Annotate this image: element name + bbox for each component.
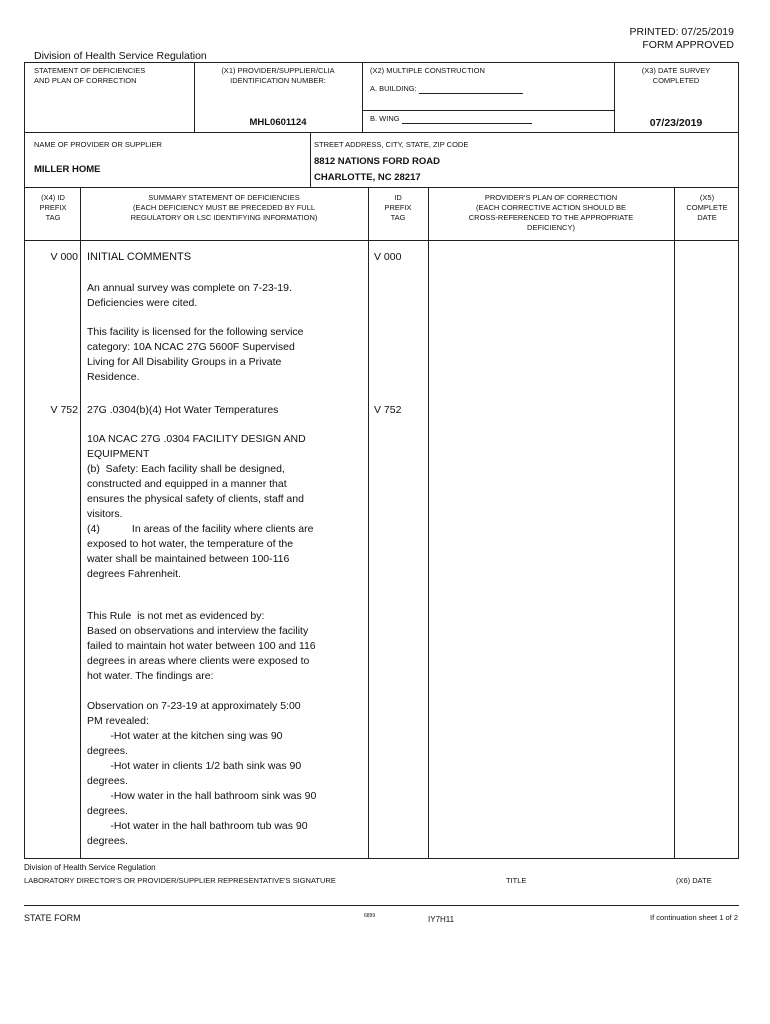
provider-id-number: MHL0601124: [249, 117, 307, 128]
provider-name: MILLER HOME: [34, 164, 101, 175]
paragraph-survey: An annual survey was complete on 7-23-19. Deficiencies were cited.: [87, 282, 292, 309]
survey-completed-date: 07/23/2019: [649, 117, 703, 129]
entry-heading: 27G .0304(b)(4) Hot Water Temperatures: [87, 404, 279, 416]
signature-label: LABORATORY DIRECTOR'S OR PROVIDER/SUPPLIER REPRESENTATIVE'S SIGNATURE: [24, 876, 336, 885]
id-column-header: ID PREFIX TAG: [384, 193, 412, 222]
paragraph-rule-text: 10A NCAC 27G .0304 FACILITY DESIGN AND EQUIPMENT (b) Safety: Each facility shall be designed, constructed and equipped in a manner that ensures the physical safety of clients, staff and visitors. (4) In areas of the facility where clients are exposed to hot water, the temperature of the water shall be maintained between 100-116 degrees Fahrenheit.: [87, 433, 314, 580]
wing-label: B. WING: [370, 114, 400, 123]
footer-division: Division of Health Service Regulation: [24, 863, 156, 872]
wing-field: [370, 114, 532, 124]
building-field: [370, 84, 523, 94]
building-label: A. BUILDING:: [370, 84, 417, 93]
x1-label: (X1) PROVIDER/SUPPLIER/CLIA IDENTIFICATION NUMBER:: [221, 66, 335, 85]
entry-id-tag: V 752: [374, 404, 402, 416]
statement-label: STATEMENT OF DEFICIENCIES AND PLAN OF CORRECTION: [34, 66, 146, 85]
summary-column-header: SUMMARY STATEMENT OF DEFICIENCIES (EACH DEFICIENCY MUST BE PRECEDED BY FULL REGULATORY OR LSC IDENTIFYING INFORMATION): [130, 193, 318, 222]
x5-column-header: (X5) COMPLETE DATE: [686, 193, 728, 222]
wing-blank: [402, 115, 532, 124]
address-line-2: CHARLOTTE, NC 28217: [314, 172, 421, 183]
plan-column-header: PROVIDER'S PLAN OF CORRECTION (EACH CORRECTIVE ACTION SHOULD BE CROSS-REFERENCED TO THE APPROPRIATE DEFICIENCY): [468, 193, 634, 232]
paragraph-license: This facility is licensed for the following service category: 10A NCAC 27G 5600F Supervised Living for All Disability Groups in a Private Residence.: [87, 326, 304, 383]
entry-heading: INITIAL COMMENTS: [87, 251, 192, 263]
state-form-label: STATE FORM: [24, 913, 81, 923]
entry-tag: V 752: [50, 404, 78, 416]
entry-id-tag: V 000: [374, 251, 402, 263]
address-line-1: 8812 NATIONS FORD ROAD: [314, 156, 440, 167]
paragraph-observation: Observation on 7-23-19 at approximately 5:00 PM revealed: -Hot water at the kitchen sing was 90 degrees. -Hot water in clients 1/2 bath sink was 90 degrees. -How water in the hall bathroom sink was 90 degrees. -Hot water in the hall bathroom tub was 90 degrees.: [87, 700, 317, 847]
print-header: [630, 26, 734, 52]
event-id: IY7H11: [428, 915, 455, 924]
x6-date-label: (X6) DATE: [676, 876, 712, 885]
form-status: FORM APPROVED: [642, 39, 734, 51]
building-blank: [419, 85, 523, 94]
division-title: Division of Health Service Regulation: [34, 50, 207, 62]
x3-label: (X3) DATE SURVEY COMPLETED: [641, 66, 711, 85]
form-code: 6899: [364, 913, 376, 919]
x4-column-header: (X4) ID PREFIX TAG: [39, 193, 67, 222]
address-label: STREET ADDRESS, CITY, STATE, ZIP CODE: [314, 140, 469, 149]
provider-name-label: NAME OF PROVIDER OR SUPPLIER: [34, 140, 162, 149]
continuation-sheet: If continuation sheet 1 of 2: [650, 913, 738, 922]
printed-date: PRINTED: 07/25/2019: [629, 26, 734, 38]
entry-tag: V 000: [50, 251, 78, 263]
paragraph-findings: This Rule is not met as evidenced by: Based on observations and interview the facility failed to maintain hot water between 100 and 116 degrees in areas where clients were exposed to hot water. The findings are:: [87, 610, 316, 682]
title-label: TITLE: [506, 876, 527, 885]
x2-label: (X2) MULTIPLE CONSTRUCTION: [370, 66, 485, 75]
